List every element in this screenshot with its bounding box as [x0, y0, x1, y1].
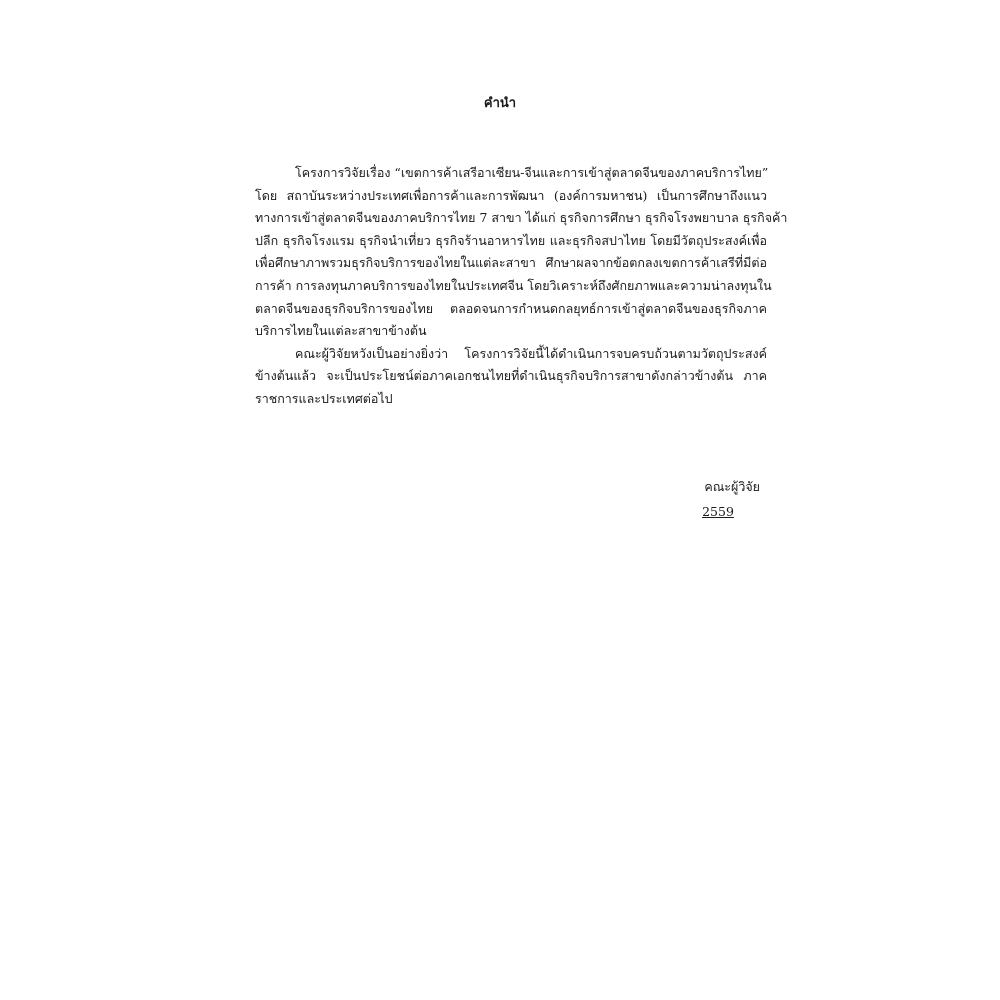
- preface-body: [255, 162, 788, 411]
- paragraph-line: ทางการเข้าสู่ตลาดจีนของภาคบริการไทย 7 สาขา ได้แก่ ธุรกิจการศึกษา ธุรกิจโรงพยาบาล ธุรกิจค้า: [255, 210, 788, 226]
- paragraph-2: [255, 343, 767, 411]
- paragraph-1: [255, 162, 788, 343]
- paragraph-line: บริการไทยในแต่ละสาขาข้างต้น: [255, 323, 427, 339]
- paragraph-line: ข้างต้นแล้ว จะเป็นประโยชน์ต่อภาคเอกชนไทยที่ดำเนินธุรกิจบริการสาขาดังกล่าวข้างต้น ภาค: [255, 368, 767, 384]
- paragraph-line: ราชการและประเทศต่อไป: [255, 390, 393, 406]
- year: 2559: [702, 504, 734, 519]
- signature: คณะผู้วิจัย: [704, 479, 760, 494]
- paragraph-line: ตลาดจีนของธุรกิจบริการของไทย ตลอดจนการกำหนดกลยุทธ์การเข้าสู่ตลาดจีนของธุรกิจภาค: [255, 300, 767, 316]
- paragraph-line: ปลีก ธุรกิจโรงแรม ธุรกิจนำเที่ยว ธุรกิจร้านอาหารไทย และธุรกิจสปาไทย โดยมีวัตถุประสงค์เพื่อ: [255, 232, 767, 248]
- paragraph-line: เพื่อศึกษาภาพรวมธุรกิจบริการของไทยในแต่ละสาขา ศึกษาผลจากข้อตกลงเขตการค้าเสรีที่มีต่อ: [255, 255, 767, 271]
- paragraph-line: คณะผู้วิจัยหวังเป็นอย่างยิ่งว่า โครงการวิจัยนี้ได้ดำเนินการจบครบถ้วนตามวัตถุประสงค์: [295, 345, 767, 361]
- paragraph-line: โดย สถาบันระหว่างประเทศเพื่อการค้าและการพัฒนา (องค์การมหาชน) เป็นการศึกษาถึงแนว: [255, 187, 767, 203]
- paragraph-line: โครงการวิจัยเรื่อง “เขตการค้าเสรีอาเซียน-จีนและการเข้าสู่ตลาดจีนของภาคบริการไทย”: [295, 165, 769, 180]
- page-title: คำนำ: [483, 96, 517, 111]
- paragraph-line: การค้า การลงทุนภาคบริการของไทยในประเทศจีน โดยวิเคราะห์ถึงศักยภาพและความน่าลงทุนใน: [255, 277, 772, 293]
